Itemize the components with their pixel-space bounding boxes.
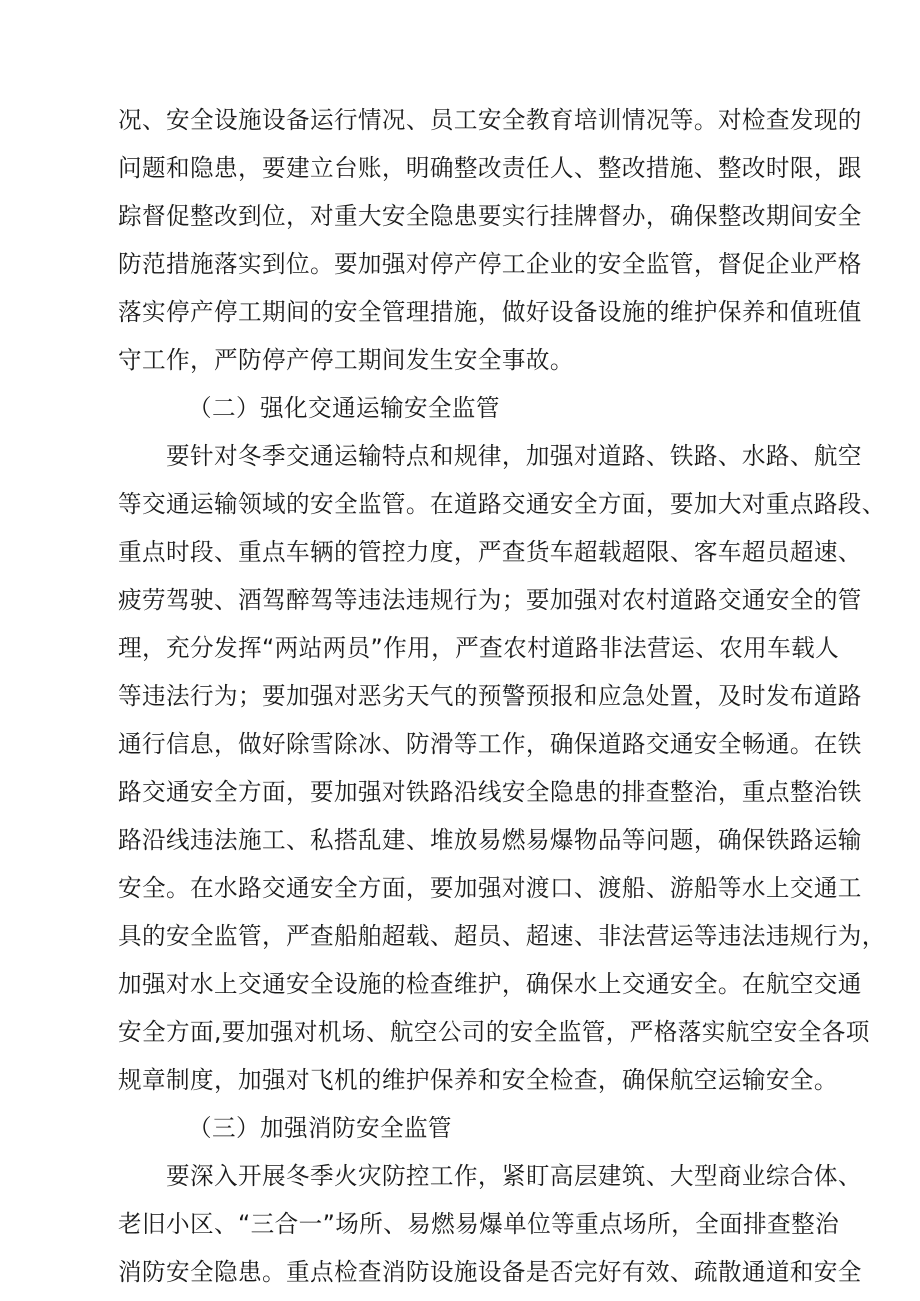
body-line-6: 守工作，严防停产停工期间发生安全事故。 xyxy=(118,346,574,374)
body-line-5: 落实停产停工期间的安全管理措施，做好设备设施的维护保养和值班值 xyxy=(118,298,862,326)
body-line-23: 要深入开展冬季火灾防控工作，紧盯高层建筑、大型商业综合体、 xyxy=(166,1162,862,1190)
section-heading-2: （二）强化交通运输安全监管 xyxy=(188,394,500,422)
body-line-17: 安全。在水路交通安全方面，要加强对渡口、渡船、游船等水上交通工 xyxy=(118,874,862,902)
body-line-14: 通行信息，做好除雪除冰、防滑等工作，确保道路交通安全畅通。在铁 xyxy=(118,730,862,758)
body-line-21: 规章制度，加强对飞机的维护保养和安全检查，确保航空运输安全。 xyxy=(118,1066,838,1094)
body-line-10: 重点时段、重点车辆的管控力度，严查货车超载超限、客车超员超速、 xyxy=(118,538,862,566)
body-line-9: 等交通运输领域的安全监管。在道路交通安全方面，要加大对重点路段、 xyxy=(118,490,886,518)
body-line-19: 加强对水上交通安全设施的检查维护，确保水上交通安全。在航空交通 xyxy=(118,970,862,998)
body-line-11: 疲劳驾驶、酒驾醉驾等违法违规行为；要加强对农村道路交通安全的管 xyxy=(118,586,862,614)
body-line-16: 路沿线违法施工、私搭乱建、堆放易燃易爆物品等问题，确保铁路运输 xyxy=(118,826,862,854)
body-line-24: 老旧小区、“三合一”场所、易燃易爆单位等重点场所，全面排查整治 xyxy=(118,1210,840,1238)
body-line-25: 消防安全隐患。重点检查消防设施设备是否完好有效、疏散通道和安全 xyxy=(118,1258,862,1286)
section-heading-3: （三）加强消防安全监管 xyxy=(188,1114,452,1142)
body-line-15: 路交通安全方面，要加强对铁路沿线安全隐患的排查整治，重点整治铁 xyxy=(118,778,862,806)
body-line-13: 等违法行为；要加强对恶劣天气的预警预报和应急处置，及时发布道路 xyxy=(118,682,862,710)
body-line-20: 安全方面,要加强对机场、航空公司的安全监管，严格落实航空安全各项 xyxy=(118,1018,870,1046)
body-line-4: 防范措施落实到位。要加强对停产停工企业的安全监管，督促企业严格 xyxy=(118,250,862,278)
body-line-2: 问题和隐患，要建立台账，明确整改责任人、整改措施、整改时限，跟 xyxy=(118,154,862,182)
body-line-1: 况、安全设施设备运行情况、员工安全教育培训情况等。对检查发现的 xyxy=(118,106,862,134)
body-line-8: 要针对冬季交通运输特点和规律，加强对道路、铁路、水路、航空 xyxy=(166,442,862,470)
body-line-3: 踪督促整改到位，对重大安全隐患要实行挂牌督办，确保整改期间安全 xyxy=(118,202,862,230)
body-line-12: 理，充分发挥“两站两员”作用，严查农村道路非法营运、农用车载人 xyxy=(118,634,840,662)
body-line-18: 具的安全监管，严查船舶超载、超员、超速、非法营运等违法违规行为， xyxy=(118,922,886,950)
